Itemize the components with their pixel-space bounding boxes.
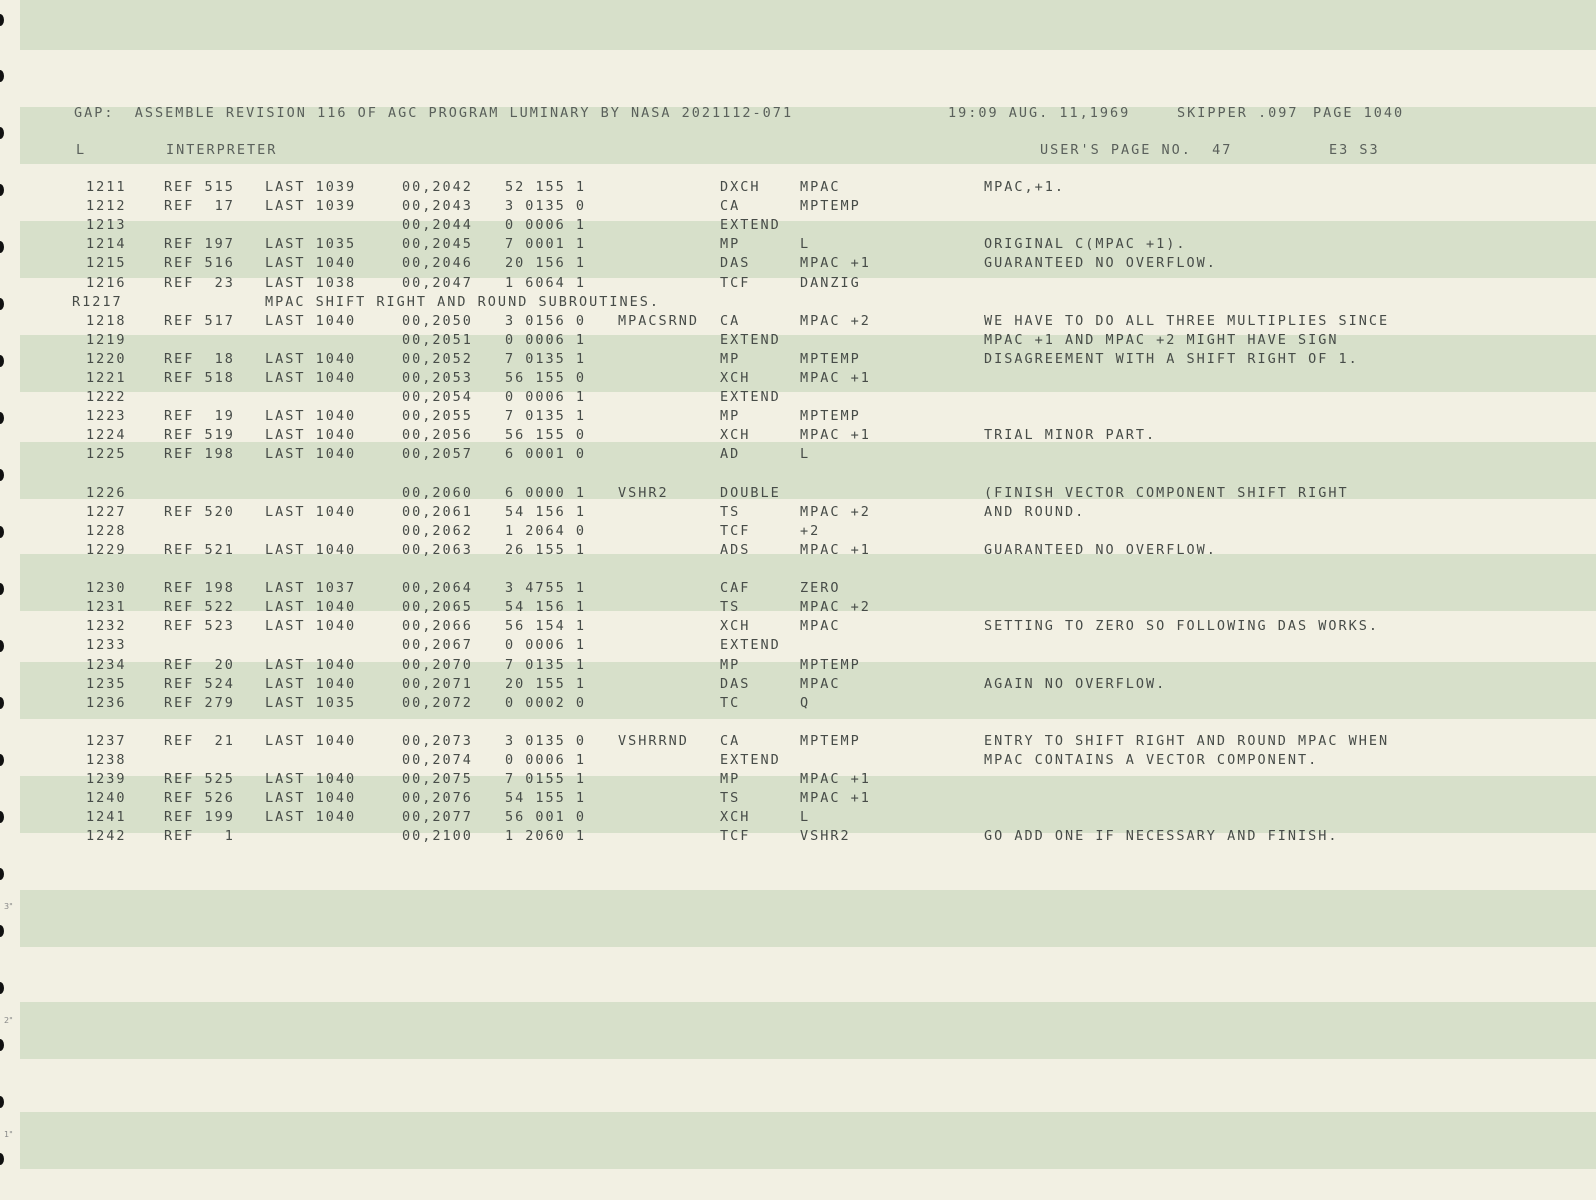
operand-field: MPAC +1 [800,790,871,807]
octal-field: 0 0006 1 [505,637,587,654]
last-field: LAST 1037 [265,580,357,597]
line-number: 1225 [86,446,127,463]
listing-line [0,617,1596,636]
listing-line [0,827,1596,846]
opcode-field: EXTEND [720,637,781,654]
address-field: 00,2061 [402,503,473,520]
operand-field: MPAC [800,179,841,195]
margin-mark: 3" [4,902,13,911]
ref-field: REF 17 [164,198,235,215]
line-number: 1224 [86,427,127,444]
opcode-field: DAS [720,675,751,692]
listing-line [0,789,1596,808]
listing-line [0,770,1596,789]
octal-field: 3 0135 0 [505,198,587,215]
octal-field: 0 0006 1 [505,331,587,348]
octal-field: 0 0002 0 [505,694,587,711]
line-number: 1226 [86,484,127,501]
last-field: LAST 1040 [265,446,357,463]
line-number: 1231 [86,599,127,616]
header-time-date: 19:09 AUG. 11,1969 [948,105,1131,121]
operand-field: MPTEMP [800,350,861,367]
ref-field: REF 522 [164,599,235,616]
operand-field: DANZIG [800,274,861,291]
address-field: 00,2052 [402,350,473,367]
ref-field: REF 279 [164,694,235,711]
comment-field: WE HAVE TO DO ALL THREE MULTIPLIES SINCE [984,312,1390,329]
opcode-field: EXTEND [720,752,781,768]
line-number: 1242 [86,828,127,845]
ref-field: REF 526 [164,790,235,807]
line-number: 1239 [86,771,127,788]
last-field: LAST 1040 [265,255,357,272]
line-number: 1240 [86,790,127,807]
listing-line [0,808,1596,827]
line-number: 1213 [86,217,127,234]
operand-field: L [800,809,811,826]
octal-field: 20 155 1 [505,675,587,692]
octal-field: 7 0135 1 [505,350,587,367]
line-number: 1227 [86,503,127,520]
last-field: LAST 1035 [265,236,357,253]
address-field: 00,2072 [402,694,473,711]
ref-field: REF 23 [164,274,235,291]
last-field: LAST 1040 [265,408,357,425]
line-number: 1234 [86,656,127,673]
ref-field: REF 515 [164,179,235,195]
operand-field: MPAC [800,618,841,635]
address-field: 00,2074 [402,752,473,768]
last-field: LAST 1040 [265,675,357,692]
listing-line [0,274,1596,293]
opcode-field: TS [720,790,741,807]
opcode-field: CA [720,312,741,329]
line-number: 1241 [86,809,127,826]
blank-line [0,465,1596,484]
listing-line [0,694,1596,713]
header-page: PAGE 1040 [1313,105,1405,121]
octal-field: 6 0000 1 [505,484,587,501]
opcode-field: DOUBLE [720,484,781,501]
opcode-field: MP [720,350,741,367]
address-field: 00,2062 [402,522,473,539]
listing-line [0,503,1596,522]
octal-field: 0 0006 1 [505,752,587,768]
line-number: 1236 [86,694,127,711]
line-number: 1212 [86,198,127,215]
octal-field: 1 2060 1 [505,828,587,845]
address-field: 00,2050 [402,312,473,329]
last-field: LAST 1040 [265,656,357,673]
comment-field: SETTING TO ZERO SO FOLLOWING DAS WORKS. [984,618,1379,635]
listing-line [0,197,1596,216]
comment-field: MPAC,+1. [984,179,1066,195]
ref-field: REF 198 [164,580,235,597]
listing-line [0,254,1596,273]
address-field: 00,2064 [402,580,473,597]
opcode-field: XCH [720,809,751,826]
last-field: LAST 1040 [265,618,357,635]
opcode-field: MP [720,771,741,788]
comment-field: TRIAL MINOR PART. [984,427,1157,444]
address-field: 00,2044 [402,217,473,234]
address-field: 00,2057 [402,446,473,463]
operand-field: MPTEMP [800,656,861,673]
margin-mark: 2" [4,1016,13,1025]
last-field: LAST 1040 [265,312,357,329]
opcode-field: CA [720,732,741,749]
comment-field: MPAC +1 AND MPAC +2 MIGHT HAVE SIGN [984,331,1339,348]
octal-field: 56 155 0 [505,370,587,386]
ref-field: REF 518 [164,370,235,386]
address-field: 00,2043 [402,198,473,215]
octal-field: 0 0006 1 [505,389,587,406]
ref-field: REF 197 [164,236,235,253]
last-field: LAST 1040 [265,541,357,558]
octal-field: 3 0135 0 [505,732,587,749]
operand-field: MPAC +2 [800,312,871,329]
address-field: 00,2065 [402,599,473,616]
listing-line [0,445,1596,464]
comment-field: MPAC CONTAINS A VECTOR COMPONENT. [984,752,1319,768]
opcode-field: AD [720,446,741,463]
line-number: 1220 [86,350,127,367]
ref-field: REF 519 [164,427,235,444]
opcode-field: DXCH [720,179,761,195]
address-field: 00,2054 [402,389,473,406]
line-number: 1223 [86,408,127,425]
listing-line [0,407,1596,426]
ref-field: REF 516 [164,255,235,272]
opcode-field: CAF [720,580,751,597]
last-field: LAST 1039 [265,179,357,195]
operand-field: MPAC [800,675,841,692]
address-field: 00,2042 [402,179,473,195]
address-field: 00,2070 [402,656,473,673]
last-field: LAST 1040 [265,503,357,520]
octal-field: 56 155 0 [505,427,587,444]
opcode-field: EXTEND [720,217,781,234]
last-field: LAST 1040 [265,599,357,616]
ref-field: REF 21 [164,732,235,749]
operand-field: MPTEMP [800,198,861,215]
address-field: 00,2063 [402,541,473,558]
opcode-field: EXTEND [720,389,781,406]
address-field: 00,2066 [402,618,473,635]
opcode-field: MP [720,656,741,673]
last-field: LAST 1038 [265,274,357,291]
octal-field: 1 6064 1 [505,274,587,291]
line-number: 1222 [86,389,127,406]
octal-field: 54 156 1 [505,503,587,520]
opcode-field: TCF [720,828,751,845]
opcode-field: MP [720,236,741,253]
comment-field: GO ADD ONE IF NECESSARY AND FINISH. [984,828,1339,845]
line-number: 1221 [86,370,127,386]
blank-line [0,560,1596,579]
listing-line [0,656,1596,675]
ref-field: REF 520 [164,503,235,520]
line-number: 1238 [86,752,127,768]
line-number: 1233 [86,637,127,654]
operand-field: MPAC +1 [800,541,871,558]
ref-field: REF 517 [164,312,235,329]
ref-field: REF 19 [164,408,235,425]
last-field: LAST 1040 [265,771,357,788]
octal-field: 3 4755 1 [505,580,587,597]
header-section: INTERPRETER [166,142,278,158]
line-number: 1232 [86,618,127,635]
listing-line [0,636,1596,655]
operand-field: MPAC +2 [800,599,871,616]
ref-field: REF 523 [164,618,235,635]
octal-field: 56 001 0 [505,809,587,826]
address-field: 00,2076 [402,790,473,807]
operand-field: L [800,236,811,253]
comment-field: GUARANTEED NO OVERFLOW. [984,255,1217,272]
operand-field: MPAC +1 [800,771,871,788]
comment-field: ORIGINAL C(MPAC +1). [984,236,1187,253]
operand-field: ZERO [800,580,841,597]
opcode-field: XCH [720,618,751,635]
address-field: 00,2075 [402,771,473,788]
operand-field: +2 [800,522,821,539]
opcode-field: TS [720,503,741,520]
comment-field: AND ROUND. [984,503,1086,520]
line-number: 1237 [86,732,127,749]
listing-line [0,216,1596,235]
last-field: LAST 1040 [265,350,357,367]
octal-field: 20 156 1 [505,255,587,272]
last-field: LAST 1040 [265,809,357,826]
opcode-field: TCF [720,274,751,291]
octal-field: 7 0135 1 [505,656,587,673]
section-heading-row [0,293,1596,312]
octal-field: 3 0156 0 [505,312,587,329]
listing-line [0,388,1596,407]
label-field: VSHR2 [618,484,669,501]
comment-field: ENTRY TO SHIFT RIGHT AND ROUND MPAC WHEN [984,732,1390,749]
line-number: 1230 [86,580,127,597]
address-field: 00,2053 [402,370,473,386]
last-field: LAST 1039 [265,198,357,215]
ref-field: REF 525 [164,771,235,788]
line-number: R1217 [72,293,123,310]
comment-field: DISAGREEMENT WITH A SHIFT RIGHT OF 1. [984,350,1359,367]
address-field: 00,2071 [402,675,473,692]
octal-field: 26 155 1 [505,541,587,558]
last-field: LAST 1040 [265,427,357,444]
octal-field: 1 2064 0 [505,522,587,539]
comment-field: GUARANTEED NO OVERFLOW. [984,541,1217,558]
octal-field: 56 154 1 [505,618,587,635]
listing-line [0,178,1596,197]
listing-line [0,751,1596,770]
ref-field: REF 198 [164,446,235,463]
header-title-row [0,104,1596,123]
operand-field: MPAC +1 [800,370,871,386]
line-number: 1235 [86,675,127,692]
address-field: 00,2047 [402,274,473,291]
opcode-field: XCH [720,427,751,444]
header-title: GAP: ASSEMBLE REVISION 116 OF AGC PROGRAM LUMINARY BY NASA 2021112-071 [74,105,794,121]
listing-line [0,579,1596,598]
ref-field: REF 199 [164,809,235,826]
listing-line [0,484,1596,503]
opcode-field: TS [720,599,741,616]
opcode-field: XCH [720,370,751,386]
listing-line [0,331,1596,350]
address-field: 00,2077 [402,809,473,826]
address-field: 00,2046 [402,255,473,272]
last-field: LAST 1035 [265,694,357,711]
header-skipper: SKIPPER .097 [1177,105,1299,121]
last-field: LAST 1040 [265,732,357,749]
opcode-field: TC [720,694,741,711]
octal-field: 54 155 1 [505,790,587,807]
address-field: 00,2051 [402,331,473,348]
line-number: 1215 [86,255,127,272]
opcode-field: EXTEND [720,331,781,348]
comment-field: AGAIN NO OVERFLOW. [984,675,1167,692]
ref-field: REF 18 [164,350,235,367]
last-field: LAST 1040 [265,790,357,807]
listing-line [0,522,1596,541]
operand-field: Q [800,694,811,711]
opcode-field: TCF [720,522,751,539]
listing-line [0,235,1596,254]
address-field: 00,2060 [402,484,473,501]
operand-field: L [800,446,811,463]
operand-field: MPTEMP [800,408,861,425]
octal-field: 7 0135 1 [505,408,587,425]
operand-field: VSHR2 [800,828,851,845]
listing-line [0,369,1596,388]
octal-field: 54 156 1 [505,599,587,616]
listing-line [0,541,1596,560]
line-number: 1211 [86,179,127,195]
header-col-l: L [76,142,87,158]
address-field: 00,2100 [402,828,473,845]
opcode-field: MP [720,408,741,425]
address-field: 00,2056 [402,427,473,444]
listing-line [0,732,1596,751]
line-number: 1228 [86,522,127,539]
octal-field: 0 0006 1 [505,217,587,234]
comment-field: (FINISH VECTOR COMPONENT SHIFT RIGHT [984,484,1349,501]
line-number: 1229 [86,541,127,558]
ref-field: REF 524 [164,675,235,692]
label-field: MPACSRND [618,312,700,329]
octal-field: 52 155 1 [505,179,587,195]
header-code: E3 S3 [1329,142,1380,158]
operand-field: MPAC +1 [800,427,871,444]
operand-field: MPAC +1 [800,255,871,272]
line-number: 1218 [86,312,127,329]
listing-line [0,350,1596,369]
last-field: LAST 1040 [265,370,357,386]
address-field: 00,2067 [402,637,473,654]
address-field: 00,2055 [402,408,473,425]
ref-field: REF 1 [164,828,235,845]
label-field: VSHRRND [618,732,689,749]
octal-field: 7 0155 1 [505,771,587,788]
ref-field: REF 521 [164,541,235,558]
address-field: 00,2073 [402,732,473,749]
line-number: 1216 [86,274,127,291]
octal-field: 6 0001 0 [505,446,587,463]
opcode-field: CA [720,198,741,215]
listing-line [0,675,1596,694]
line-number: 1214 [86,236,127,253]
address-field: 00,2045 [402,236,473,253]
listing-line [0,426,1596,445]
listing-line [0,598,1596,617]
octal-field: 7 0001 1 [505,236,587,253]
operand-field: MPTEMP [800,732,861,749]
header-user-page: USER'S PAGE NO. 47 [1040,142,1233,158]
opcode-field: DAS [720,255,751,272]
ref-field: REF 20 [164,656,235,673]
section-heading: MPAC SHIFT RIGHT AND ROUND SUBROUTINES. [265,293,660,310]
header-section-row [0,141,1596,160]
margin-mark: 1" [4,1130,13,1139]
listing-line [0,312,1596,331]
line-number: 1219 [86,331,127,348]
opcode-field: ADS [720,541,751,558]
operand-field: MPAC +2 [800,503,871,520]
blank-line [0,713,1596,732]
